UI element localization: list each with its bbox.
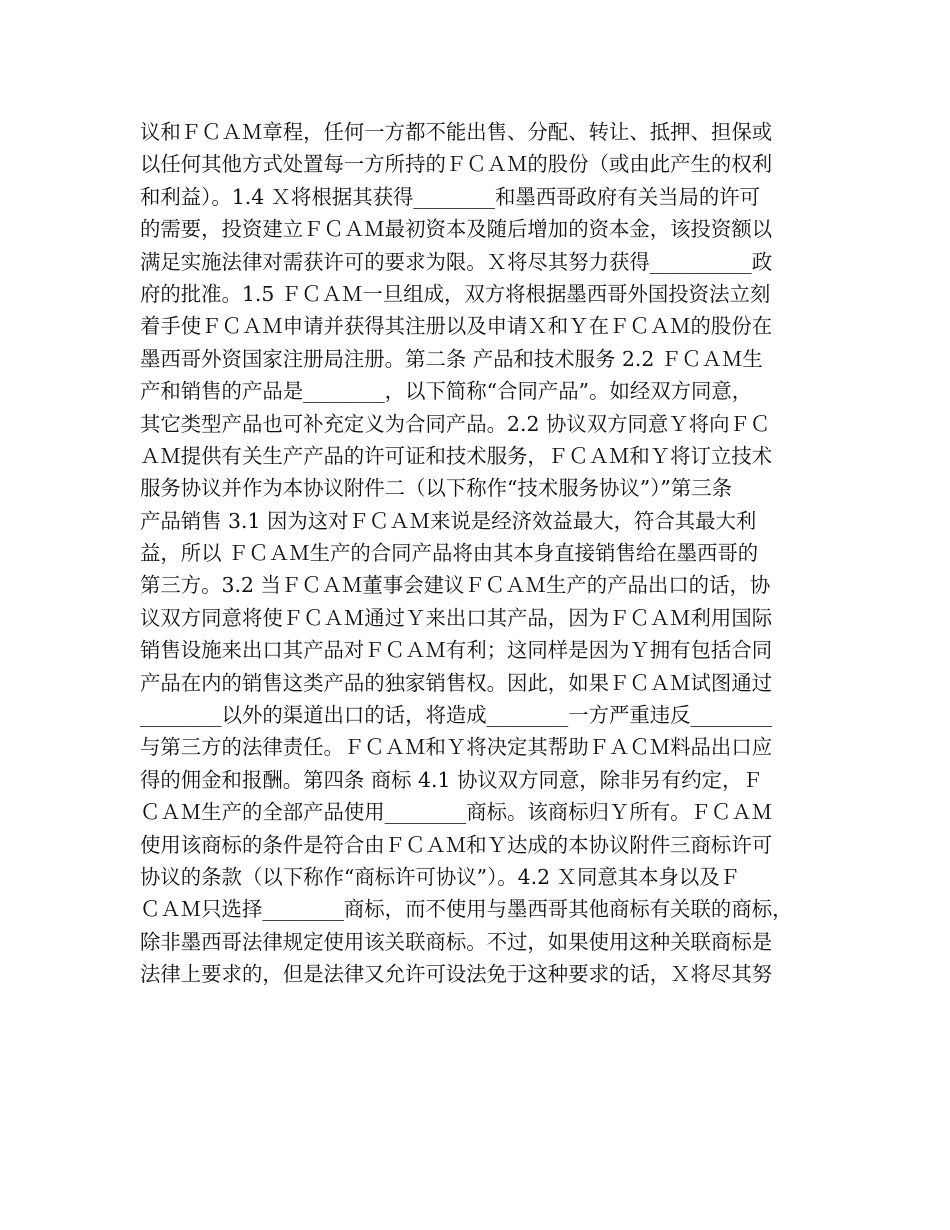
- text-line: 以任何其他方式处置每一方所持的ＦＣＡＭ的股份（或由此产生的权利: [140, 152, 773, 177]
- text-line: 产和销售的产品是________，以下简称“合同产品”。如经双方同意，: [140, 379, 753, 404]
- text-line: 的需要，投资建立ＦＣＡＭ最初资本及随后增加的资本金，该投资额以: [140, 217, 773, 242]
- text-line: 销售设施来出口其产品对ＦＣＡＭ有利；这同样是因为Ｙ拥有包括合同: [140, 638, 773, 663]
- text-line: 府的批准。1.5 ＦＣＡＭ一旦组成，双方将根据墨西哥外国投资法立刻: [140, 281, 771, 306]
- text-line: 和利益）。1.4 Ｘ将根据其获得________和墨西哥政府有关当局的许可: [140, 184, 761, 209]
- text-line: 法律上要求的，但是法律又允许可设法免于这种要求的话，Ｘ将尽其努: [140, 962, 773, 987]
- text-line: 议和ＦＣＡＭ章程，任何一方都不能出售、分配、转让、抵押、担保或: [140, 120, 773, 144]
- text-line: 除非墨西哥法律规定使用该关联商标。不过，如果使用这种关联商标是: [140, 929, 773, 954]
- text-line: 着手使ＦＣＡＭ申请并获得其注册以及申请Ｘ和Ｙ在ＦＣＡＭ的股份在: [140, 314, 773, 339]
- text-line: 议双方同意将使ＦＣＡＭ通过Ｙ来出口其产品，因为ＦＣＡＭ利用国际: [140, 605, 773, 630]
- text-line: 满足实施法律对需获许可的要求为限。Ｘ将尽其努力获得__________政: [140, 249, 773, 274]
- text-line: 产品在内的销售这类产品的独家销售权。因此，如果ＦＣＡＭ试图通过: [140, 670, 773, 695]
- document-body-text: [140, 116, 820, 991]
- text-line: 协议的条款（以下称作“商标许可协议”）。4.2 Ｘ同意其本身以及Ｆ: [140, 864, 741, 889]
- text-line: 第三方。3.2 当ＦＣＡＭ董事会建议ＦＣＡＭ生产的产品出口的话，协: [140, 573, 771, 598]
- text-line: ________以外的渠道出口的话，将造成________一方严重违反________: [140, 703, 773, 728]
- text-line: ＣＡＭ只选择________商标，而不使用与墨西哥其他商标有关联的商标，: [140, 897, 793, 922]
- text-line: 产品销售 3.1 因为这对ＦＣＡＭ来说是经济效益最大，符合其最大利: [140, 508, 757, 533]
- text-line: 得的佣金和报酬。第四条 商标 4.1 协议双方同意，除非另有约定，Ｆ: [140, 767, 763, 792]
- text-line: ＡＭ提供有关生产产品的许可证和技术服务，ＦＣＡＭ和Ｙ将订立技术: [140, 443, 773, 468]
- text-line: 与第三方的法律责任。ＦＣＡＭ和Ｙ将决定其帮助ＦＡＣＭ料品出口应: [140, 735, 773, 760]
- text-line: 其它类型产品也可补充定义为合同产品。2.2 协议双方同意Ｙ将向ＦＣ: [140, 411, 771, 436]
- text-line: 墨西哥外资国家注册局注册。第二条 产品和技术服务 2.2 ＦＣＡＭ生: [140, 346, 763, 371]
- text-line: ＣＡＭ生产的全部产品使用________商标。该商标归Ｙ所有。ＦＣＡＭ: [140, 800, 773, 825]
- text-line: 服务协议并作为本协议附件二（以下称作“技术服务协议”）”第三条: [140, 476, 733, 501]
- text-line: 使用该商标的条件是符合由ＦＣＡＭ和Ｙ达成的本协议附件三商标许可: [140, 832, 773, 857]
- text-line: 益，所以 ＦＣＡＭ生产的合同产品将由其本身直接销售给在墨西哥的: [140, 541, 759, 566]
